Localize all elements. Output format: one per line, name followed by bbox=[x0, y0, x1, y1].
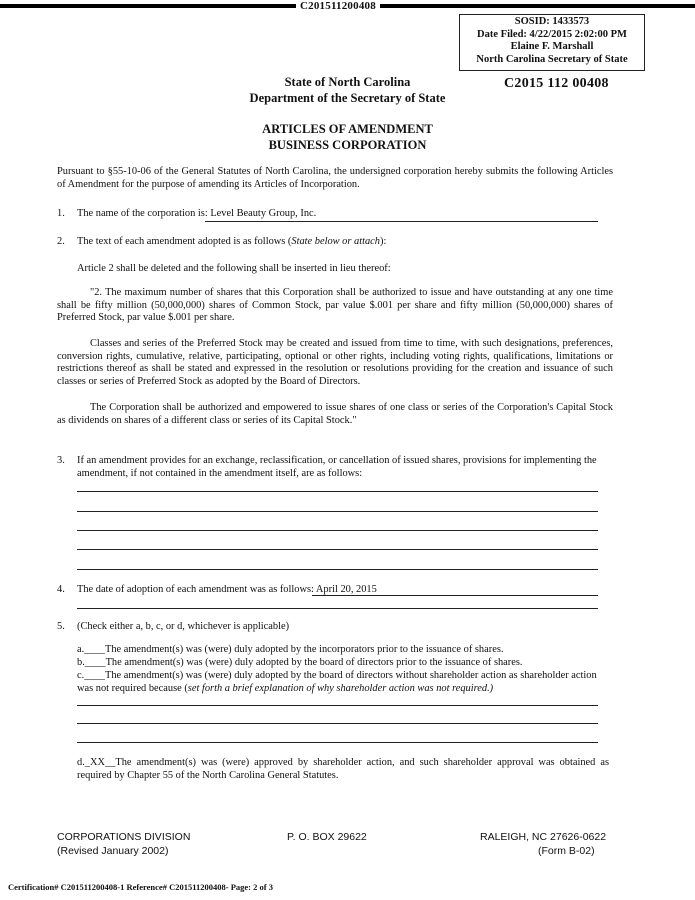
item-3-blank-line-4 bbox=[77, 549, 598, 550]
state-heading: State of North Carolina bbox=[284, 75, 411, 89]
option-d: d._XX__The amendment(s) was (were) approved by shareholder action, and such shareholder approval was obtained as required by Chapter 55 of the North Carolina General Statutes. bbox=[77, 757, 609, 781]
certification-footer: Certification# C201511200408-1 Reference# C201511200408- Page: 2 of 3 bbox=[8, 882, 273, 892]
item-1-number: 1. bbox=[57, 208, 65, 219]
stamp-sosid: SOSID: 1433573 bbox=[514, 16, 590, 27]
item-5-label: (Check either a, b, c, or d, whichever is applicable) bbox=[77, 621, 290, 632]
amendment-paragraph-3: The Corporation shall be authorized and empowered to issue shares of one class or series of the Corporation's Capital Stock as dividends on shares of a different class or series of its Capital Stock." bbox=[57, 402, 613, 426]
item-2-label-italic: State below or attach bbox=[291, 236, 380, 247]
item-3-number: 3. bbox=[57, 455, 65, 466]
item-5-blank-line-1 bbox=[77, 705, 598, 706]
footer-revised: (Revised January 2002) bbox=[57, 845, 169, 857]
option-a: a.____The amendment(s) was (were) duly adopted by the incorporators prior to the issuance of shares. bbox=[77, 644, 504, 655]
footer-city: RALEIGH, NC 27626-0622 bbox=[480, 831, 607, 843]
amendment-paragraph-1: "2. The maximum number of shares that this Corporation shall be authorized to issue and have outstanding at any one time shall be fifty million (50,000,000) shares of Common Stock, par value $.001 per share and fifty million (50,000,000) shares of Preferred Stock, par value $.001 per share. bbox=[57, 287, 613, 324]
amendment-paragraph-2: Classes and series of the Preferred Stock may be created and issued from time to time, with such designations, preferences, conversion rights, cumulative, relative, participating, optional or other rights, including voting rights, qualifications, limitations or restrictions thereof as shall be stated and expressed in the resolution or resolutions providing for the creation and issuance of such classes or series of Preferred Stock as adopted by the Board of Directors. bbox=[57, 338, 613, 387]
item-4-number: 4. bbox=[57, 584, 65, 595]
item-4-underline bbox=[312, 595, 598, 596]
item-2-label-text: The text of each amendment adopted is as follows ( bbox=[77, 236, 292, 247]
corporation-name-value: Level Beauty Group, Inc. bbox=[210, 208, 317, 219]
item-2-number: 2. bbox=[57, 236, 65, 247]
option-c-line-2-text: was not required because ( bbox=[77, 683, 188, 694]
option-b: b.____The amendment(s) was (were) duly adopted by the board of directors prior to the issuance of shares. bbox=[77, 657, 523, 668]
footer-form: (Form B-02) bbox=[538, 845, 595, 857]
item-4-blank-line bbox=[77, 608, 598, 609]
footer-po-box: P. O. BOX 29622 bbox=[287, 831, 367, 843]
item-1-label: The name of the corporation is: bbox=[77, 208, 208, 219]
item-5-blank-line-2 bbox=[77, 723, 598, 724]
option-c-line-1: c.____The amendment(s) was (were) duly adopted by the board of directors without shareholder action as shareholder action bbox=[77, 670, 597, 681]
adoption-date-value: April 20, 2015 bbox=[315, 584, 377, 595]
item-5-blank-line-3 bbox=[77, 742, 598, 743]
item-1-underline bbox=[205, 221, 598, 222]
item-3-blank-line-5 bbox=[77, 569, 598, 570]
stamp-date-filed: Date Filed: 4/22/2015 2:02:00 PM bbox=[477, 28, 627, 40]
item-3-blank-line-3 bbox=[77, 530, 598, 531]
filing-stamp bbox=[459, 14, 645, 71]
intro-paragraph: Pursuant to §55-10-06 of the General Statutes of North Carolina, the undersigned corporation hereby submits the following Articles of Amendment for the purpose of amending its Articles of Incorporation. bbox=[57, 166, 613, 190]
department-heading: Department of the Secretary of State bbox=[249, 91, 446, 105]
option-c-line-2-italic: set forth a brief explanation of why shareholder action was not required.) bbox=[187, 683, 494, 694]
top-document-code: C201511200408 bbox=[296, 0, 380, 12]
item-2-label bbox=[77, 236, 607, 249]
file-number: C2015 112 00408 bbox=[504, 76, 609, 91]
item-1-row bbox=[77, 208, 607, 221]
item-3-blank-line-2 bbox=[77, 511, 598, 512]
stamp-office: North Carolina Secretary of State bbox=[476, 53, 628, 65]
footer-division: CORPORATIONS DIVISION bbox=[57, 831, 191, 843]
item-4-label: The date of adoption of each amendment was as follows: bbox=[77, 584, 314, 595]
article-line: Article 2 shall be deleted and the following shall be inserted in lieu thereof: bbox=[77, 263, 391, 274]
item-5-number: 5. bbox=[57, 621, 65, 632]
document-subtitle: BUSINESS CORPORATION bbox=[268, 138, 427, 152]
item-2-label-end: ): bbox=[380, 236, 387, 247]
stamp-name: Elaine F. Marshall bbox=[510, 41, 594, 52]
option-c-line-2 bbox=[77, 683, 617, 696]
item-3-text: If an amendment provides for an exchange, reclassification, or cancellation of issued shares, provisions for implementing the amendment, if not contained in the amendment itself, are as follows: bbox=[77, 455, 597, 479]
item-3-blank-line-1 bbox=[77, 491, 598, 492]
document-title: ARTICLES OF AMENDMENT bbox=[262, 122, 433, 136]
